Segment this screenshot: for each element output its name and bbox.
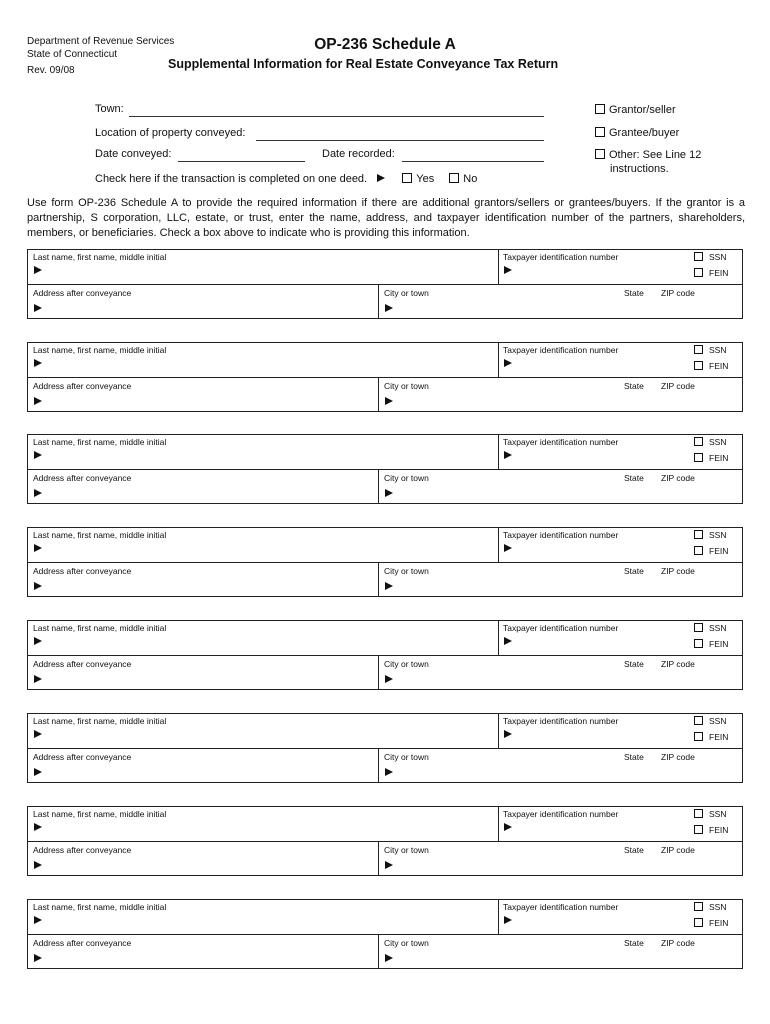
- instructions-paragraph: Use form OP-236 Schedule A to provide the required information if there are additional grantors/sellers or grantees/buyers. If the grantor is a partnership, S corporation, LLC, estate, or trust, enter the name, address, and taxpayer identification number of the partners, shareholders, members, or beneficiaries. Check a box above to indicate who is providing this information.: [27, 197, 745, 239]
- ssn-checkbox[interactable]: [694, 809, 703, 818]
- ssn-checkbox[interactable]: [694, 716, 703, 725]
- grantee-option[interactable]: [595, 127, 679, 139]
- state-name: State of Connecticut: [27, 49, 118, 60]
- fein-checkbox[interactable]: [694, 546, 703, 555]
- grantor-label: Grantor/seller: [609, 104, 676, 116]
- address-label: Address after conveyance: [33, 752, 132, 762]
- name-label: Last name, first name, middle initial: [33, 902, 167, 912]
- arrow-right-icon: [504, 359, 512, 367]
- fein-checkbox[interactable]: [694, 268, 703, 277]
- city-label: City or town: [384, 566, 429, 576]
- ssn-label: SSN: [709, 809, 727, 819]
- arrow-right-icon: [385, 861, 393, 869]
- address-label: Address after conveyance: [33, 566, 132, 576]
- arrow-right-icon: [504, 637, 512, 645]
- city-label: City or town: [384, 473, 429, 483]
- zip-label: ZIP code: [661, 473, 695, 483]
- arrow-right-icon: [34, 730, 42, 738]
- fein-checkbox[interactable]: [694, 918, 703, 927]
- ssn-checkbox[interactable]: [694, 902, 703, 911]
- arrow-right-icon: [34, 768, 42, 776]
- entry-block: [27, 713, 743, 783]
- grantee-checkbox[interactable]: [595, 127, 605, 137]
- city-label: City or town: [384, 659, 429, 669]
- other-label-cont: instructions.: [610, 163, 669, 175]
- ssn-checkbox[interactable]: [694, 437, 703, 446]
- arrow-right-icon: [34, 266, 42, 274]
- department-name: Department of Revenue Services: [27, 36, 175, 47]
- fein-label: FEIN: [709, 268, 729, 278]
- town-label: Town:: [95, 103, 124, 115]
- arrow-right-icon: [34, 637, 42, 645]
- arrow-right-icon: [34, 861, 42, 869]
- date-recorded-label: Date recorded:: [322, 148, 395, 160]
- zip-label: ZIP code: [661, 381, 695, 391]
- state-label: State: [624, 845, 644, 855]
- zip-label: ZIP code: [661, 659, 695, 669]
- fein-label: FEIN: [709, 732, 729, 742]
- zip-label: ZIP code: [661, 845, 695, 855]
- yes-checkbox[interactable]: [402, 173, 412, 183]
- arrow-right-icon: [34, 916, 42, 924]
- ssn-label: SSN: [709, 530, 727, 540]
- grantor-checkbox[interactable]: [595, 104, 605, 114]
- fein-checkbox[interactable]: [694, 453, 703, 462]
- zip-label: ZIP code: [661, 752, 695, 762]
- fein-label: FEIN: [709, 825, 729, 835]
- no-checkbox[interactable]: [449, 173, 459, 183]
- name-label: Last name, first name, middle initial: [33, 437, 167, 447]
- arrow-right-icon: [504, 730, 512, 738]
- form-subtitle: Supplemental Information for Real Estate Conveyance Tax Return: [168, 57, 559, 71]
- ssn-label: SSN: [709, 902, 727, 912]
- entry-block: [27, 249, 743, 319]
- town-field[interactable]: [129, 104, 544, 117]
- entry-block: [27, 342, 743, 412]
- arrow-right-icon: [385, 954, 393, 962]
- address-label: Address after conveyance: [33, 288, 132, 298]
- arrow-right-icon: [34, 451, 42, 459]
- tin-label: Taxpayer identification number: [503, 809, 619, 819]
- fein-checkbox[interactable]: [694, 732, 703, 741]
- arrow-right-icon: [385, 489, 393, 497]
- no-label: No: [463, 173, 478, 185]
- arrow-right-icon: [504, 451, 512, 459]
- state-label: State: [624, 659, 644, 669]
- tin-label: Taxpayer identification number: [503, 623, 619, 633]
- form-title: OP-236 Schedule A: [314, 36, 456, 53]
- entry-block: [27, 527, 743, 597]
- entry-block: [27, 434, 743, 504]
- arrow-right-icon: [34, 954, 42, 962]
- arrow-right-icon: [385, 304, 393, 312]
- city-label: City or town: [384, 288, 429, 298]
- ssn-checkbox[interactable]: [694, 623, 703, 632]
- ssn-label: SSN: [709, 345, 727, 355]
- arrow-right-icon: [385, 768, 393, 776]
- address-label: Address after conveyance: [33, 845, 132, 855]
- state-label: State: [624, 473, 644, 483]
- entry-block: [27, 899, 743, 969]
- ssn-label: SSN: [709, 437, 727, 447]
- ssn-label: SSN: [709, 716, 727, 726]
- tin-label: Taxpayer identification number: [503, 902, 619, 912]
- tin-label: Taxpayer identification number: [503, 530, 619, 540]
- city-label: City or town: [384, 381, 429, 391]
- other-label: Other: See Line 12: [609, 149, 702, 161]
- tin-label: Taxpayer identification number: [503, 716, 619, 726]
- fein-label: FEIN: [709, 453, 729, 463]
- arrow-right-icon: [377, 174, 385, 182]
- one-deed-row: [95, 173, 477, 185]
- date-recorded-field[interactable]: [402, 149, 544, 162]
- fein-checkbox[interactable]: [694, 361, 703, 370]
- arrow-right-icon: [385, 582, 393, 590]
- arrow-right-icon: [385, 675, 393, 683]
- ssn-checkbox[interactable]: [694, 345, 703, 354]
- ssn-label: SSN: [709, 623, 727, 633]
- ssn-label: SSN: [709, 252, 727, 262]
- tin-label: Taxpayer identification number: [503, 345, 619, 355]
- tin-label: Taxpayer identification number: [503, 437, 619, 447]
- entry-block: [27, 620, 743, 690]
- name-label: Last name, first name, middle initial: [33, 530, 167, 540]
- name-label: Last name, first name, middle initial: [33, 623, 167, 633]
- other-checkbox[interactable]: [595, 149, 605, 159]
- zip-label: ZIP code: [661, 288, 695, 298]
- arrow-right-icon: [34, 582, 42, 590]
- zip-label: ZIP code: [661, 938, 695, 948]
- grantee-label: Grantee/buyer: [609, 127, 680, 139]
- ssn-checkbox[interactable]: [694, 530, 703, 539]
- fein-checkbox[interactable]: [694, 825, 703, 834]
- other-option[interactable]: [595, 148, 701, 176]
- state-label: State: [624, 938, 644, 948]
- arrow-right-icon: [504, 916, 512, 924]
- name-label: Last name, first name, middle initial: [33, 809, 167, 819]
- location-field[interactable]: [256, 128, 544, 141]
- name-label: Last name, first name, middle initial: [33, 345, 167, 355]
- state-label: State: [624, 566, 644, 576]
- arrow-right-icon: [385, 397, 393, 405]
- yes-label: Yes: [416, 173, 435, 185]
- fein-label: FEIN: [709, 361, 729, 371]
- revision-date: Rev. 09/08: [27, 65, 75, 76]
- city-label: City or town: [384, 752, 429, 762]
- arrow-right-icon: [34, 304, 42, 312]
- address-label: Address after conveyance: [33, 659, 132, 669]
- arrow-right-icon: [34, 397, 42, 405]
- state-label: State: [624, 381, 644, 391]
- arrow-right-icon: [504, 823, 512, 831]
- arrow-right-icon: [504, 266, 512, 274]
- address-label: Address after conveyance: [33, 938, 132, 948]
- name-label: Last name, first name, middle initial: [33, 252, 167, 262]
- arrow-right-icon: [34, 489, 42, 497]
- fein-label: FEIN: [709, 639, 729, 649]
- location-label: Location of property conveyed:: [95, 127, 246, 139]
- date-conveyed-field[interactable]: [178, 149, 305, 162]
- address-label: Address after conveyance: [33, 381, 132, 391]
- state-label: State: [624, 752, 644, 762]
- arrow-right-icon: [34, 359, 42, 367]
- arrow-right-icon: [34, 544, 42, 552]
- arrow-right-icon: [504, 544, 512, 552]
- fein-checkbox[interactable]: [694, 639, 703, 648]
- city-label: City or town: [384, 845, 429, 855]
- entry-block: [27, 806, 743, 876]
- one-deed-label: Check here if the transaction is completed on one deed.: [95, 173, 368, 185]
- fein-label: FEIN: [709, 546, 729, 556]
- address-label: Address after conveyance: [33, 473, 132, 483]
- city-label: City or town: [384, 938, 429, 948]
- date-conveyed-label: Date conveyed:: [95, 148, 172, 160]
- fein-label: FEIN: [709, 918, 729, 928]
- zip-label: ZIP code: [661, 566, 695, 576]
- arrow-right-icon: [34, 675, 42, 683]
- ssn-checkbox[interactable]: [694, 252, 703, 261]
- arrow-right-icon: [34, 823, 42, 831]
- tin-label: Taxpayer identification number: [503, 252, 619, 262]
- grantor-option[interactable]: [595, 104, 676, 116]
- name-label: Last name, first name, middle initial: [33, 716, 167, 726]
- state-label: State: [624, 288, 644, 298]
